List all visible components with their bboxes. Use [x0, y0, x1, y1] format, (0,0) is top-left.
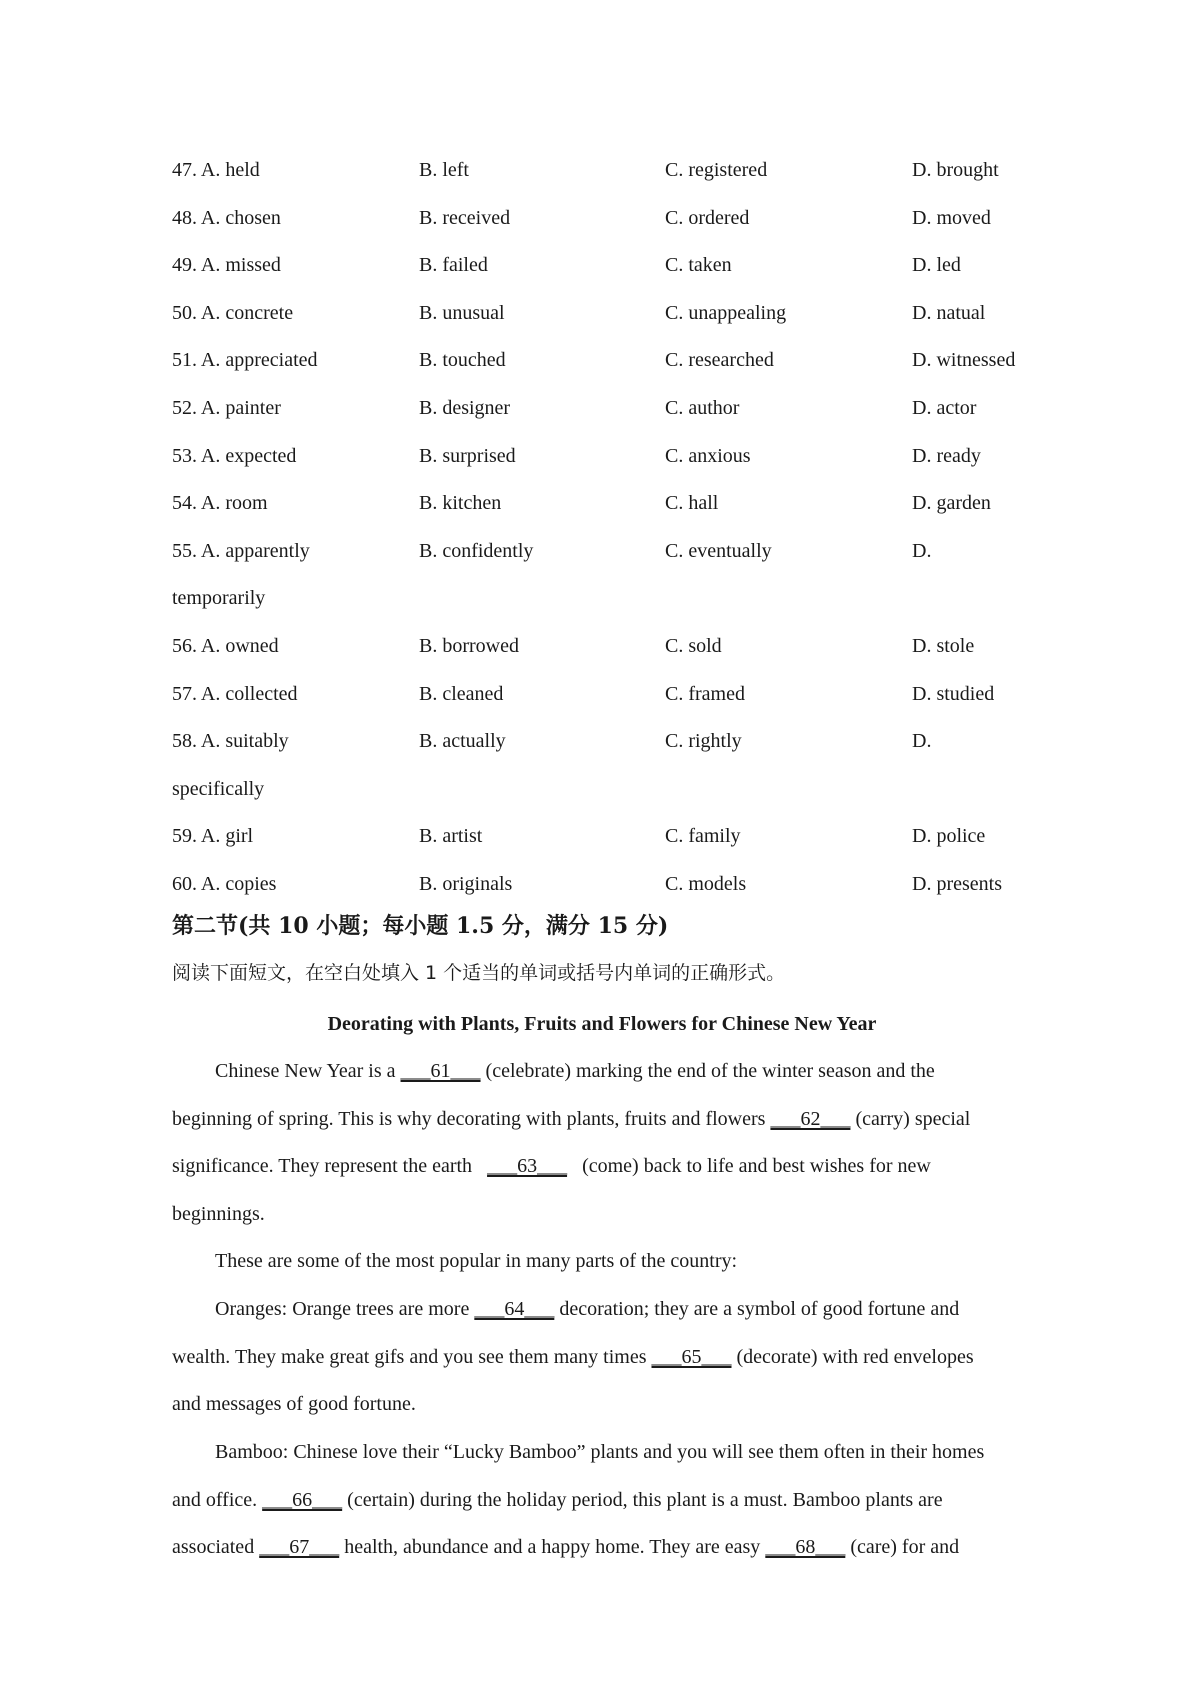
option-a: 51. A. appreciated	[172, 349, 318, 371]
option-d: D. garden	[912, 492, 991, 514]
option-c: C. sold	[665, 635, 722, 657]
option-a: 57. A. collected	[172, 683, 298, 705]
text: wealth. They make great gifs and you see them many times	[172, 1345, 652, 1368]
blank-63: ___63___	[487, 1155, 568, 1177]
question-59	[172, 812, 1052, 860]
paragraph-line: These are some of the most popular in many parts of the country:	[215, 1250, 738, 1272]
blank-62: ___62___	[770, 1107, 851, 1130]
question-52	[172, 384, 1052, 432]
option-a: 60. A. copies	[172, 873, 277, 895]
option-d: D. studied	[912, 683, 995, 705]
option-d: D.	[912, 730, 932, 752]
question-58	[172, 717, 1052, 765]
paragraph-line	[172, 1143, 1052, 1191]
blank-64: ___64___	[474, 1298, 555, 1320]
option-d: D. moved	[912, 207, 991, 229]
option-b: B. confidently	[419, 540, 534, 562]
question-51	[172, 336, 1052, 384]
option-a: 50. A. concrete	[172, 302, 294, 324]
paragraph-1	[172, 1048, 1052, 1238]
question-60	[172, 860, 1052, 908]
paragraph-line	[172, 1524, 1052, 1572]
option-b: B. cleaned	[419, 683, 504, 705]
option-c: C. models	[665, 873, 747, 895]
text: (certain) during the holiday period, this plant is a must. Bamboo plants are	[342, 1488, 943, 1511]
text: Chinese New Year is a	[215, 1060, 401, 1082]
option-d: D. actor	[912, 397, 977, 419]
option-d: D. presents	[912, 873, 1002, 895]
text: (come) back to life and best wishes for new	[567, 1155, 931, 1177]
paragraph-line: and messages of good fortune.	[172, 1393, 416, 1415]
option-d-wrapped: specifically	[172, 778, 265, 800]
section-heading: 第二节(共 10 小题；每小题 1.5 分，满分 15 分)	[172, 913, 669, 939]
option-a: 58. A. suitably	[172, 730, 289, 752]
text: beginning of spring. This is why decorating with plants, fruits and flowers	[172, 1107, 771, 1130]
question-53	[172, 432, 1052, 480]
option-b: B. touched	[419, 349, 506, 371]
option-a: 47. A. held	[172, 159, 260, 181]
option-a: 56. A. owned	[172, 635, 279, 657]
paragraph-line	[172, 1477, 1052, 1525]
option-d: D.	[912, 540, 932, 562]
question-49	[172, 241, 1052, 289]
text: (carry) special	[850, 1107, 971, 1130]
text: associated	[172, 1536, 260, 1558]
option-b: B. originals	[419, 873, 513, 895]
question-47	[172, 146, 1052, 194]
option-b: B. artist	[419, 825, 483, 847]
text: (decorate) with red envelopes	[731, 1345, 974, 1368]
paragraph-line: beginnings.	[172, 1202, 265, 1225]
option-a: 49. A. missed	[172, 254, 281, 276]
blank-67: ___67___	[259, 1536, 340, 1558]
paragraph-line	[172, 1334, 1052, 1382]
option-a: 52. A. painter	[172, 397, 281, 419]
paragraph-line: Bamboo: Chinese love their “Lucky Bamboo” plants and you will see them often in their homes	[215, 1441, 985, 1463]
option-c: C. registered	[665, 159, 768, 181]
paragraph-3	[172, 1286, 1052, 1429]
option-d: D. brought	[912, 159, 999, 181]
option-c: C. framed	[665, 683, 745, 705]
option-b: B. actually	[419, 730, 506, 752]
option-d: D. witnessed	[912, 349, 1016, 371]
option-c: C. author	[665, 397, 740, 419]
option-b: B. surprised	[419, 445, 516, 467]
question-54	[172, 479, 1052, 527]
question-57	[172, 670, 1052, 718]
option-c: C. ordered	[665, 207, 750, 229]
text: (care) for and	[845, 1536, 960, 1558]
option-d-wrapped: temporarily	[172, 587, 266, 609]
text: health, abundance and a happy home. They are easy	[339, 1536, 766, 1558]
option-b: B. failed	[419, 254, 488, 276]
paragraph-line	[172, 1286, 1052, 1334]
option-b: B. unusual	[419, 302, 505, 324]
question-48	[172, 194, 1052, 242]
option-d: D. police	[912, 825, 986, 847]
option-c: C. eventually	[665, 540, 772, 562]
option-a: 53. A. expected	[172, 445, 297, 467]
passage-title: Deorating with Plants, Fruits and Flowers for Chinese New Year	[327, 1013, 877, 1035]
paragraph-4	[172, 1429, 1052, 1572]
paragraph-2	[172, 1238, 1052, 1286]
option-d: D. led	[912, 254, 961, 276]
paragraph-line	[172, 1048, 1052, 1096]
text: significance. They represent the earth	[172, 1155, 488, 1177]
option-a: 55. A. apparently	[172, 540, 310, 562]
option-c: C. taken	[665, 254, 732, 276]
option-c: C. anxious	[665, 445, 751, 467]
blank-61: ___61___	[400, 1060, 481, 1082]
question-55	[172, 527, 1052, 575]
option-c: C. rightly	[665, 730, 742, 752]
paragraph-line	[172, 1096, 1052, 1144]
text: Oranges: Orange trees are more	[215, 1298, 475, 1320]
blank-65: ___65___	[651, 1345, 732, 1368]
option-d: D. natual	[912, 302, 986, 324]
option-b: B. designer	[419, 397, 511, 419]
option-d: D. ready	[912, 445, 981, 467]
option-b: B. kitchen	[419, 492, 502, 514]
section-instruction: 阅读下面短文，在空白处填入 1 个适当的单词或括号内单词的正确形式。	[172, 962, 786, 984]
option-b: B. left	[419, 159, 469, 181]
option-a: 59. A. girl	[172, 825, 254, 847]
blank-66: ___66___	[262, 1488, 343, 1511]
option-c: C. researched	[665, 349, 774, 371]
option-b: B. received	[419, 207, 511, 229]
option-c: C. family	[665, 825, 741, 847]
option-c: C. hall	[665, 492, 719, 514]
option-a: 54. A. room	[172, 492, 268, 514]
option-b: B. borrowed	[419, 635, 519, 657]
text: (celebrate) marking the end of the winter season and the	[480, 1060, 935, 1082]
option-d: D. stole	[912, 635, 975, 657]
text: and office.	[172, 1488, 263, 1511]
option-c: C. unappealing	[665, 302, 787, 324]
blank-68: ___68___	[765, 1536, 846, 1558]
question-50	[172, 289, 1052, 337]
text: decoration; they are a symbol of good fortune and	[554, 1298, 960, 1320]
question-56	[172, 622, 1052, 670]
option-a: 48. A. chosen	[172, 207, 281, 229]
